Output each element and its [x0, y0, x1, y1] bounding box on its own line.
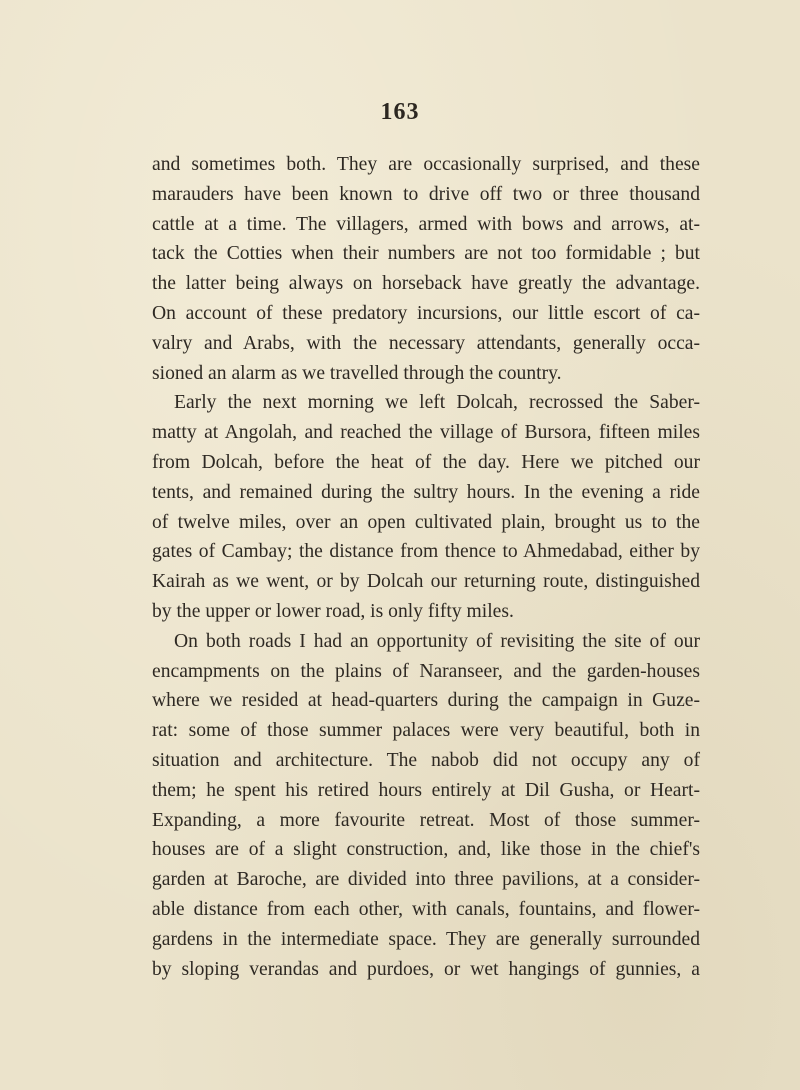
text-line: tents, and remained during the sultry hours. In the evening a ride — [152, 481, 700, 503]
text-line: them; he spent his retired hours entirely at Dil Gusha, or Heart- — [152, 779, 700, 801]
text-line: by sloping verandas and purdoes, or wet hangings of gunnies, a — [152, 958, 700, 980]
text-line: where we resided at head-quarters during the campaign in Guze- — [152, 690, 700, 712]
text-line: the latter being always on horseback have greatly the advantage. — [152, 273, 700, 295]
text-line: gates of Cambay; the distance from thence to Ahmedabad, either by — [152, 541, 700, 563]
text-line: cattle at a time. The villagers, armed with bows and arrows, at- — [152, 213, 700, 235]
body-text — [152, 150, 700, 984]
text-line: rat: some of those summer palaces were very beautiful, both in — [152, 720, 700, 742]
text-line: gardens in the intermediate space. They are generally surrounded — [152, 928, 700, 950]
text-line: by the upper or lower road, is only fifty miles. — [152, 600, 514, 622]
text-line: valry and Arabs, with the necessary attendants, generally occa- — [152, 332, 700, 354]
text-line: Kairah as we went, or by Dolcah our returning route, distinguished — [152, 571, 700, 593]
text-line: matty at Angolah, and reached the village of Bursora, fifteen miles — [152, 422, 700, 444]
text-line: On both roads I had an opportunity of revisiting the site of our — [174, 630, 700, 652]
text-line: Early the next morning we left Dolcah, recrossed the Saber- — [174, 392, 700, 414]
text-line: houses are of a slight construction, and, like those in the chief's — [152, 839, 700, 861]
text-line: from Dolcah, before the heat of the day. Here we pitched our — [152, 451, 700, 473]
text-line: of twelve miles, over an open cultivated plain, brought us to the — [152, 511, 700, 533]
text-line: and sometimes both. They are occasionally surprised, and these — [152, 154, 700, 175]
text-line: situation and architecture. The nabob did not occupy any of — [152, 749, 700, 771]
text-line: marauders have been known to drive off two or three thousand — [152, 183, 700, 205]
text-line: On account of these predatory incursions, our little escort of ca- — [152, 302, 700, 324]
text-line: sioned an alarm as we travelled through the country. — [152, 362, 562, 384]
text-line: able distance from each other, with canals, fountains, and flower- — [152, 898, 700, 920]
text-line: garden at Baroche, are divided into three pavilions, at a consider- — [152, 869, 700, 891]
text-line: tack the Cotties when their numbers are not too formidable ; but — [152, 243, 700, 265]
text-line: encampments on the plains of Naranseer, and the garden-houses — [152, 660, 700, 682]
text-line: Expanding, a more favourite retreat. Most of those summer- — [152, 809, 700, 831]
page-number: 163 — [380, 99, 420, 125]
